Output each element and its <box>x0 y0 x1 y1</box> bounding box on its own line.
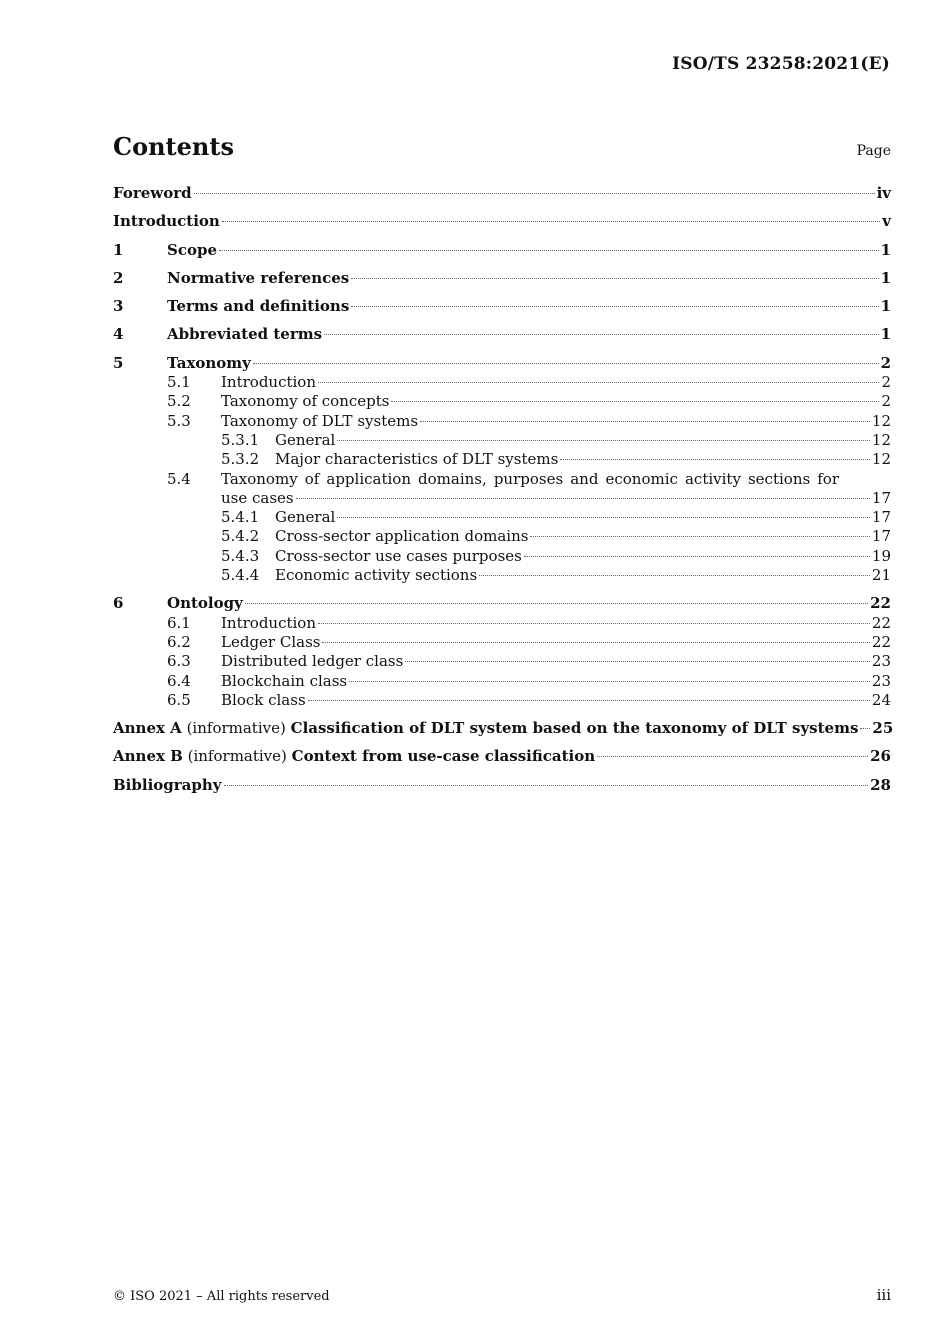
toc-page: 23 <box>871 671 891 690</box>
toc-title: Cross-sector use cases purposes <box>275 546 522 565</box>
toc-entry-taxonomy[interactable] <box>113 354 891 373</box>
leader-dots <box>296 498 870 499</box>
toc-number: 5.3.2 <box>221 450 260 469</box>
toc-entry-abbreviated-terms[interactable] <box>113 325 891 344</box>
leader-dots <box>860 728 870 729</box>
toc-title: General <box>275 508 336 527</box>
toc-number: 6.4 <box>167 671 191 690</box>
toc-title-line-1: Taxonomy of application domains, purposes and economic activity sections for <box>221 469 839 488</box>
leader-dots <box>194 193 875 194</box>
toc-number: 5.3.1 <box>221 430 260 449</box>
toc-title: Blockchain class <box>221 671 348 690</box>
toc-number: 5.4 <box>167 469 191 488</box>
toc-title: Bibliography <box>113 775 222 794</box>
leader-dots <box>219 250 879 251</box>
leader-dots <box>560 459 870 460</box>
toc-title: Abbreviated terms <box>167 325 323 344</box>
toc-entry-5-3-1[interactable] <box>113 431 891 450</box>
toc-number: 6.5 <box>167 690 191 709</box>
leader-dots <box>349 681 870 682</box>
toc-number: 5 <box>113 353 124 372</box>
page-number: iii <box>876 1286 891 1304</box>
document-id: ISO/TS 23258:2021(E) <box>672 54 890 74</box>
toc-page: 17 <box>871 488 891 507</box>
toc-entry-foreword[interactable] <box>113 184 891 203</box>
toc-title: Taxonomy of DLT systems <box>221 411 419 430</box>
toc-number: 6.1 <box>167 613 191 632</box>
toc-page: 22 <box>871 613 891 632</box>
toc-title: Major characteristics of DLT systems <box>275 450 559 469</box>
toc-number: 6 <box>113 594 124 613</box>
toc-page: 2 <box>881 373 891 392</box>
toc-number: 4 <box>113 325 124 344</box>
leader-dots <box>351 306 878 307</box>
toc-number: 1 <box>113 240 124 259</box>
toc-page: 25 <box>872 719 894 738</box>
toc-entry-5-4[interactable] <box>113 470 891 509</box>
toc-title: Foreword <box>113 184 192 202</box>
toc-page: 17 <box>871 527 891 546</box>
leader-dots <box>420 421 870 422</box>
toc-page: 1 <box>880 297 891 316</box>
toc-entry-5-4-1[interactable] <box>113 508 891 527</box>
toc-entry-5-1[interactable] <box>113 373 891 392</box>
toc-page: 2 <box>880 353 891 372</box>
toc-number: 5.3 <box>167 411 191 430</box>
toc-title-line-2: use cases <box>221 488 294 507</box>
toc-title: Block class <box>221 690 306 709</box>
toc-entry-6-4[interactable] <box>113 672 891 691</box>
annex-label: Annex B <box>113 747 183 766</box>
toc-number: 5.4.2 <box>221 527 260 546</box>
toc-page: 1 <box>880 268 891 287</box>
leader-dots <box>337 517 870 518</box>
toc-title: Economic activity sections <box>275 566 478 585</box>
toc-entry-ontology[interactable] <box>113 594 891 613</box>
toc-number: 5.1 <box>167 373 191 392</box>
toc-entry-6-1[interactable] <box>113 614 891 633</box>
toc-page: iv <box>876 184 891 202</box>
annex-type: (informative) <box>187 747 287 766</box>
annex-type: (informative) <box>186 719 286 738</box>
toc-page: 28 <box>870 775 891 794</box>
toc-title: Distributed ledger class <box>221 652 404 671</box>
toc-title: Ontology <box>167 594 243 613</box>
leader-dots <box>318 382 879 383</box>
contents-header <box>113 132 891 161</box>
toc-number: 5.4.4 <box>221 566 260 585</box>
leader-dots <box>224 785 869 786</box>
leader-dots <box>253 363 879 364</box>
toc-entry-5-3-2[interactable] <box>113 450 891 469</box>
table-of-contents <box>113 184 894 795</box>
toc-title <box>113 719 858 738</box>
toc-page: 22 <box>871 632 891 651</box>
toc-entry-5-4-3[interactable] <box>113 547 891 566</box>
toc-entry-5-3[interactable] <box>113 412 891 431</box>
toc-title: Cross-sector application domains <box>275 527 529 546</box>
leader-dots <box>322 642 869 643</box>
toc-number: 6.2 <box>167 632 191 651</box>
toc-entry-6-3[interactable] <box>113 652 891 671</box>
toc-page: 19 <box>871 546 891 565</box>
toc-title: Introduction <box>221 613 316 632</box>
toc-title: Introduction <box>113 212 220 231</box>
page-footer <box>113 1286 891 1304</box>
toc-entry-terms-and-definitions[interactable] <box>113 297 891 316</box>
toc-title: Scope <box>167 240 218 259</box>
toc-page: 2 <box>881 392 891 411</box>
leader-dots <box>597 756 868 757</box>
toc-title: Taxonomy <box>167 353 251 372</box>
toc-title: Terms and definitions <box>167 297 350 316</box>
toc-entry-normative-references[interactable] <box>113 269 891 288</box>
toc-page: v <box>882 212 891 231</box>
leader-dots <box>405 661 870 662</box>
leader-dots <box>351 278 878 279</box>
toc-entry-5-4-2[interactable] <box>113 527 891 546</box>
toc-entry-introduction[interactable] <box>113 212 891 231</box>
annex-title: Classification of DLT system based on the taxonomy of DLT systems <box>290 719 859 738</box>
leader-dots <box>324 334 878 335</box>
toc-page: 12 <box>871 430 891 449</box>
annex-label: Annex A <box>113 719 182 738</box>
toc-page: 26 <box>870 747 891 766</box>
toc-entry-6-2[interactable] <box>113 633 891 652</box>
toc-page: 17 <box>871 508 891 527</box>
copyright-notice: © ISO 2021 – All rights reserved <box>113 1289 330 1304</box>
toc-entry-6-5[interactable] <box>113 691 891 710</box>
toc-entry-5-2[interactable] <box>113 392 891 411</box>
toc-title: General <box>275 430 336 449</box>
toc-page: 21 <box>871 566 891 585</box>
toc-number: 5.4.3 <box>221 546 260 565</box>
toc-entry-annex-b[interactable] <box>113 747 891 766</box>
toc-number: 5.2 <box>167 392 191 411</box>
leader-dots <box>318 623 870 624</box>
toc-number: 6.3 <box>167 652 191 671</box>
toc-number: 3 <box>113 297 124 316</box>
leader-dots <box>337 440 870 441</box>
toc-page: 1 <box>880 325 891 344</box>
toc-page: 22 <box>870 594 891 613</box>
leader-dots <box>524 556 870 557</box>
toc-entry-bibliography[interactable] <box>113 776 891 795</box>
contents-title: Contents <box>113 132 234 161</box>
toc-title: Taxonomy of concepts <box>221 392 390 411</box>
annex-title: Context from use-case classification <box>291 747 596 766</box>
toc-number: 2 <box>113 268 124 287</box>
leader-dots <box>530 536 869 537</box>
leader-dots <box>479 575 870 576</box>
leader-dots <box>245 603 868 604</box>
toc-entry-5-4-4[interactable] <box>113 566 891 585</box>
toc-number: 5.4.1 <box>221 508 260 527</box>
toc-page: 24 <box>871 690 891 709</box>
toc-entry-annex-a[interactable] <box>113 719 894 738</box>
toc-page: 12 <box>871 450 891 469</box>
toc-page: 1 <box>880 240 891 259</box>
toc-title: Introduction <box>221 373 316 392</box>
toc-title: Normative references <box>167 268 350 287</box>
toc-title <box>113 747 595 766</box>
leader-dots <box>391 401 879 402</box>
toc-page: 23 <box>871 652 891 671</box>
leader-dots <box>308 700 870 701</box>
toc-entry-scope[interactable] <box>113 241 891 260</box>
toc-title: Ledger Class <box>221 632 321 651</box>
toc-page: 12 <box>871 411 891 430</box>
page-column-label: Page <box>856 143 891 159</box>
leader-dots <box>222 221 880 222</box>
